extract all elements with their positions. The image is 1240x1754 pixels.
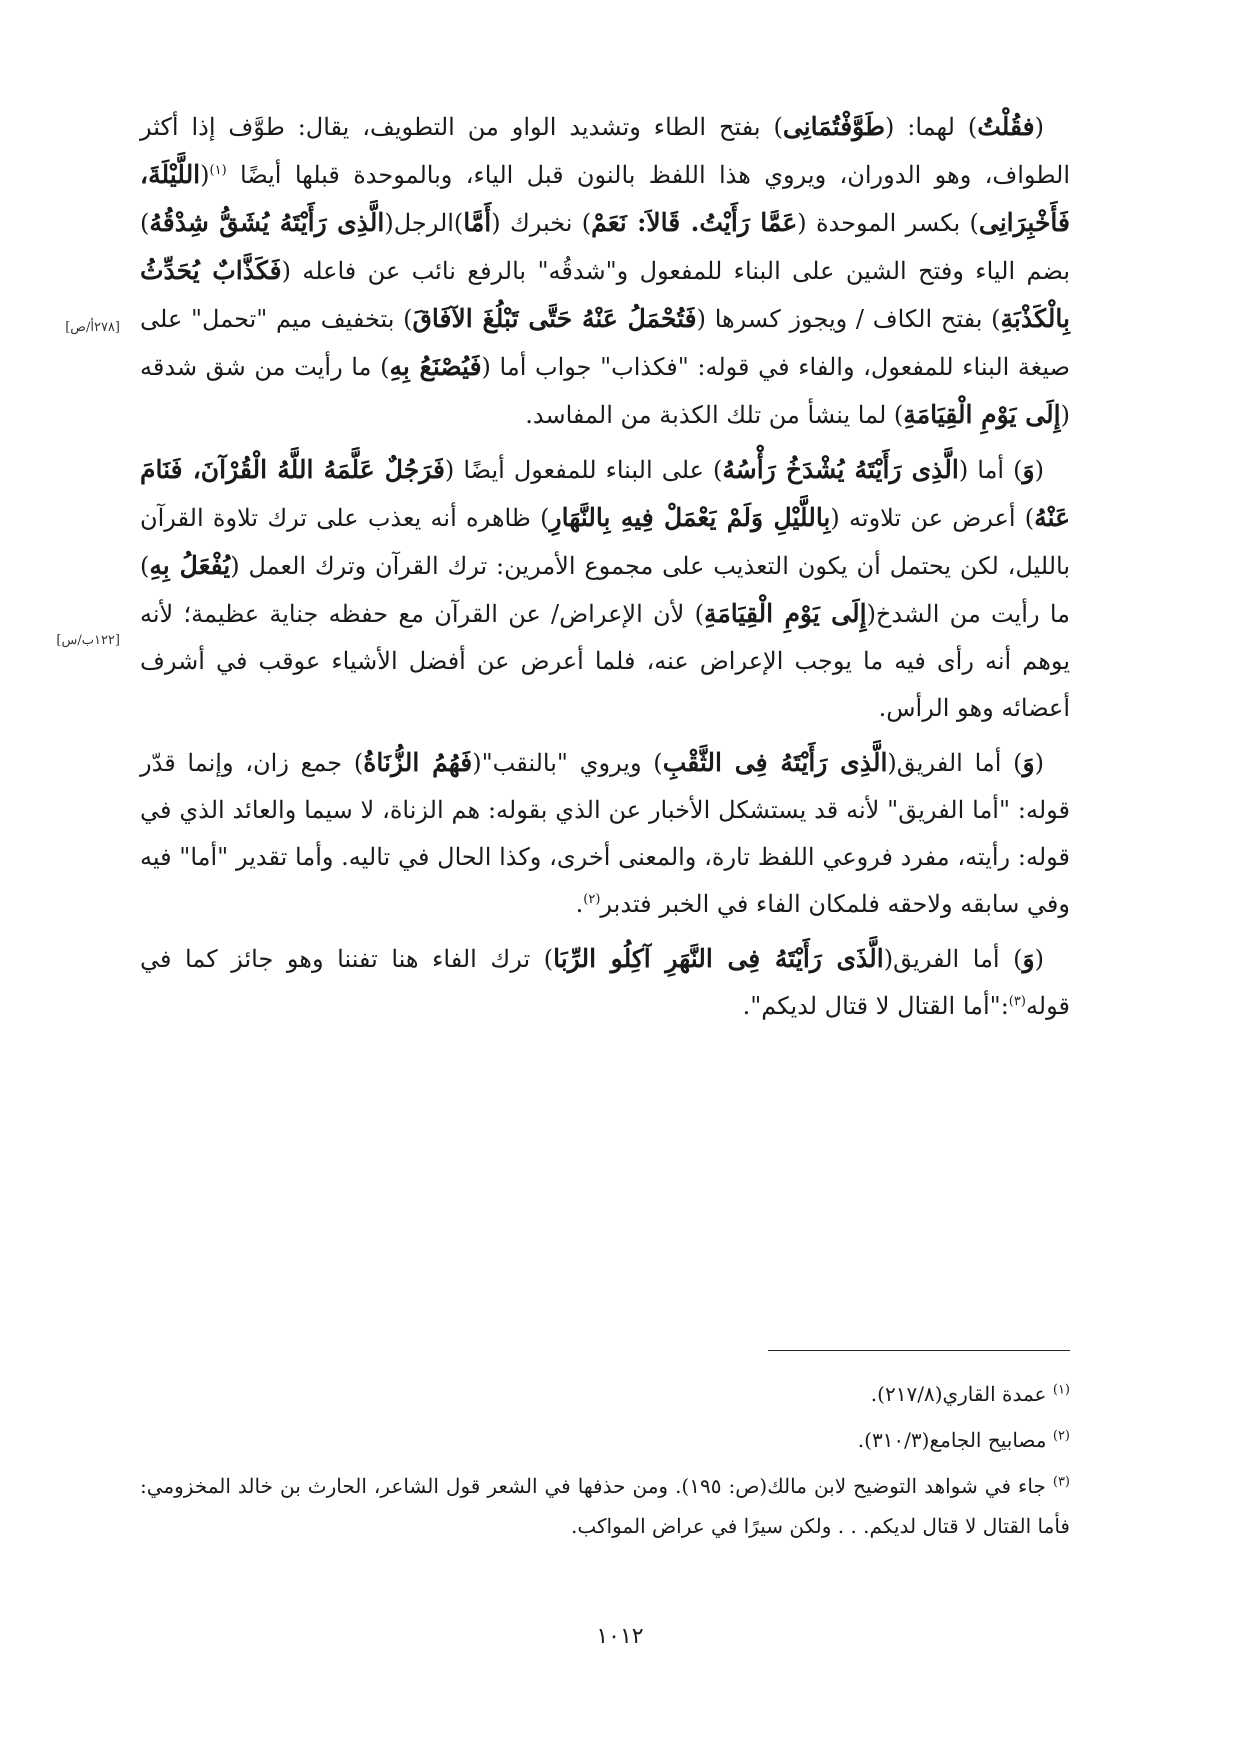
commentary-text: ) لما ينشأ من تلك الكذبة من المفاسد. [525, 401, 904, 429]
commentary-text: ) لأن الإعراض/ عن القرآن مع حفظه جناية عظيمة؛ لأنه يوهم أنه رأى فيه ما يوجب الإعراض عنه، فلما أعرض عن أفضل الأشياء عوقب في أشرف أعضائه وهو الرأس. [140, 600, 1070, 722]
commentary-text: ) أعرض عن تلاوته ( [830, 504, 1035, 532]
hadith-quote: طَوَّفْتُمَانِى [782, 112, 885, 141]
commentary-text: ) أما ( [958, 456, 1023, 484]
main-text-body [140, 103, 1070, 1037]
commentary-text: ) ترك الفاء هنا تفننا وهو جائز كما في قوله [140, 945, 1070, 1020]
margin-note-folio-2: [١٢٢ب/س] [56, 633, 120, 648]
commentary-text: ) لهما: ( [885, 113, 978, 141]
hadith-quote: الَّذِى رَأَيْتَهُ فِى الثَّقْبِ [662, 748, 888, 777]
page-number: ١٠١٢ [596, 1624, 644, 1649]
hadith-quote: فقُلْتُ [977, 112, 1035, 141]
hadith-quote: بِاللَّيْلِ وَلَمْ يَعْمَلْ فِيهِ بِالنَّهَارِ [549, 503, 831, 532]
footnote-3 [140, 1466, 1070, 1546]
hadith-quote: الَّذِى رَأَيْتَهُ يُشْدَخُ رَأْسُهُ [722, 455, 959, 484]
footnote-marker: (٣) [1052, 1474, 1070, 1490]
hadith-quote: عَمَّا رَأَيْتُ. قَالاَ: نَعَمْ [591, 208, 798, 237]
commentary-text: ) ما رأيت من الشدخ( [140, 552, 1070, 628]
hadith-quote: فَتُحْمَلُ عَنْهُ حَتَّى تَبْلُغَ الآفَاقَ [412, 304, 697, 333]
paragraph-3 [140, 739, 1070, 928]
commentary-text: ) نخبرك ( [491, 209, 592, 237]
hadith-quote: الَّذَى رَأَيْتَهُ فِى النَّهَرِ آكِلُو الرِّبَا [553, 944, 884, 973]
hadith-quote: إِلَى يَوْمِ الْقِيَامَةِ [703, 599, 867, 628]
commentary-text: ) أما الفريق( [883, 945, 1023, 973]
hadith-quote: يُفْعَلُ بِهِ [149, 551, 231, 580]
commentary-text: ) أما الفريق( [887, 749, 1023, 777]
commentary-text: ) على البناء للمفعول أيضًا ( [444, 456, 723, 484]
footnote-text: جاء في شواهد التوضيح لابن مالك(ص: ١٩٥). ومن حذفها في الشعر قول الشاعر، الحارث بن خالد المخزومي: فأما القتال لا قتال لديكم. . . ولكن سيرًا في عراض المواكب. [140, 1474, 1070, 1538]
paragraph-1 [140, 103, 1070, 439]
hadith-quote: اللَّيْلَةَ، فَأَخْبِرَانِى [140, 160, 1070, 237]
commentary-text: . [575, 890, 584, 918]
commentary-text: ) بتخفيف ميم "تحمل" على صيغة البناء للمفعول، والفاء في قوله: "فكذاب" جواب أما ( [140, 305, 1070, 381]
hadith-quote: وَ [1022, 455, 1035, 484]
footnote-separator [768, 1350, 1070, 1351]
hadith-quote: أَمَّا [463, 208, 492, 237]
commentary-text: ) جمع زان، وإنما قدّر قوله: "أما الفريق" لأنه قد يستشكل الأخبار عن الذي بقوله: هم الزناة، لا سيما والعائد الذي في قوله: رأيته، مفرد فروعي اللفظ تارة، والمعنى أخرى، وكذا الحال في تاليه. وأما تقدير "أما" فيه وفي سابقه ولاحقه فلمكان الفاء في الخبر فتدبر [140, 749, 1070, 918]
footnote-text: مصابيح الجامع(٣١٠/٣). [857, 1428, 1047, 1452]
hadith-quote: فَكَذَّابٌ يُحَدِّثُ بِالْكَذْبَةِ [140, 256, 1070, 333]
hadith-quote: إِلَى يَوْمِ الْقِيَامَةِ [903, 400, 1061, 429]
footnotes-section [140, 1374, 1070, 1552]
hadith-quote: وَ [1022, 944, 1035, 973]
hadith-quote: الَّذِى رَأَيْتَهُ يُشَقُّ شِدْقُهُ [149, 208, 385, 237]
commentary-text: ( [1034, 456, 1044, 484]
paragraph-2 [140, 446, 1070, 732]
commentary-text: )الرجل( [384, 209, 464, 237]
hadith-quote: فَهُمُ الزُّنَاةُ [363, 748, 473, 777]
commentary-text: ( [1034, 945, 1044, 973]
commentary-text: ) بفتح الكاف / ويجوز كسرها ( [696, 305, 1001, 333]
commentary-text: :"أما القتال لا قتال لديكم". [742, 992, 1009, 1020]
commentary-text: ) ظاهره أنه يعذب على ترك تلاوة القرآن بالليل، لكن يحتمل أن يكون التعذيب على مجموع الأمرين: ترك القرآن وترك العمل ( [140, 504, 1070, 580]
footnote-1 [140, 1374, 1070, 1414]
hadith-quote: وَ [1022, 748, 1035, 777]
commentary-text: ) ويروي "بالنقب"( [472, 749, 663, 777]
footnote-reference: (١) [209, 163, 227, 178]
commentary-text: ) ما رأيت من شق شدقه ( [140, 353, 1070, 429]
commentary-text: ( [200, 161, 210, 189]
commentary-text: ) بكسر الموحدة ( [797, 209, 979, 237]
margin-note-folio-1: [٢٧٨أ/ص] [65, 320, 120, 335]
footnote-text: عمدة القاري(٢١٧/٨). [870, 1382, 1047, 1406]
footnote-marker: (١) [1052, 1382, 1070, 1398]
footnote-2 [140, 1420, 1070, 1460]
paragraph-4 [140, 935, 1070, 1030]
footnote-reference: (٢) [583, 892, 601, 907]
commentary-text: ) بضم الياء وفتح الشين على البناء للمفعول و"شدقُه" بالرفع نائب عن فاعله ( [140, 209, 1070, 285]
commentary-text: ) بفتح الطاء وتشديد الواو من التطويف، يقال: طوَّف إذا أكثر الطواف، وهو الدوران، ويروي هذا اللفظ بالنون قبل الياء، وبالموحدة قبلها أيضًا [140, 113, 1070, 189]
hadith-quote: فَرَجُلٌ عَلَّمَهُ اللَّهُ الْقُرْآنَ، فَنَامَ عَنْهُ [140, 455, 1071, 532]
commentary-text: ( [1034, 113, 1044, 141]
footnote-reference: (٣) [1008, 994, 1026, 1009]
hadith-quote: فَيُصْنَعُ بِهِ [389, 352, 482, 381]
commentary-text: ( [1034, 749, 1044, 777]
footnote-marker: (٢) [1052, 1428, 1070, 1444]
